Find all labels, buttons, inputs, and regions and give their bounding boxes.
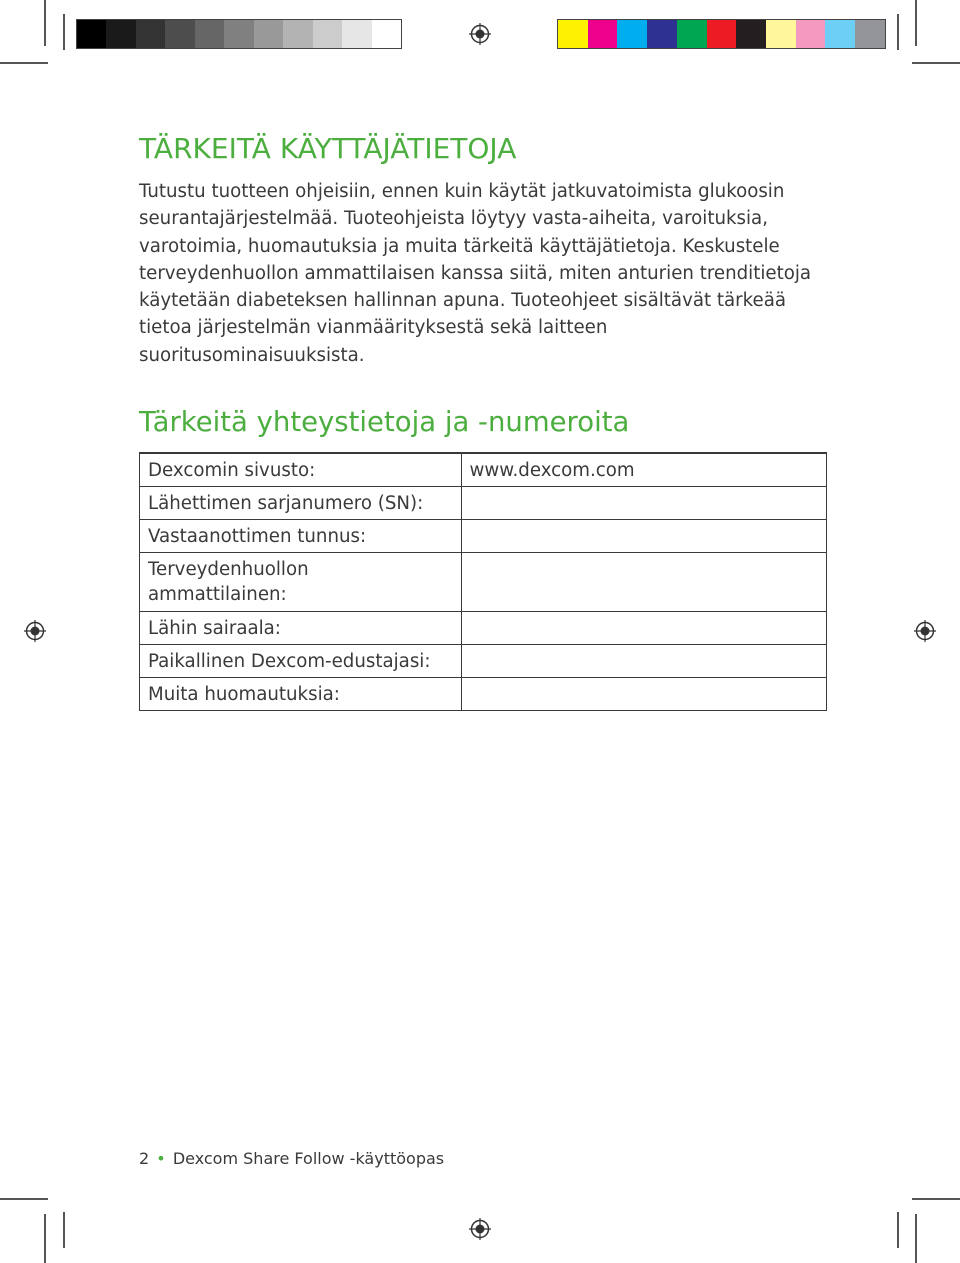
table-row	[140, 487, 827, 520]
document-title: Dexcom Share Follow -käyttöopas	[172, 1149, 445, 1168]
color-swatch	[588, 20, 618, 48]
crop-mark-top-left-h	[0, 62, 48, 64]
color-swatch	[558, 20, 588, 48]
crop-mark-bottom-right-v2	[897, 1212, 899, 1248]
gray-swatch	[372, 20, 401, 48]
contact-label: Lähin sairaala:	[140, 612, 462, 645]
page-number: 2	[139, 1149, 150, 1168]
contact-value	[461, 612, 826, 645]
intro-paragraph: Tutustu tuotteen ohjeisiin, ennen kuin käytät jatkuvatoimista glukoosin seurantajärjestelmää. Tuoteohjeista löytyy vasta-aiheita, varoituksia, varotoimia, huomautuksia ja muita tärkeitä käyttäjätietoja. Keskustele terveydenhuollon ammattilaisen kanssa siitä, miten anturien trenditietoja käytetään diabeteksen hallinnan apuna. Tuoteohjeet sisältävät tärkeää tietoa järjestelmän vianmäärityksestä sekä laitteen suoritusominaisuuksista.	[139, 181, 812, 366]
color-swatch	[707, 20, 737, 48]
contact-value	[461, 487, 826, 520]
registration-mark-icon	[24, 620, 46, 642]
page-footer	[139, 1149, 444, 1168]
contacts-table	[139, 452, 827, 711]
color-swatch	[855, 20, 885, 48]
color-swatch	[647, 20, 677, 48]
table-row	[140, 520, 827, 553]
page-title: TÄRKEITÄ KÄYTTÄJÄTIETOJA	[139, 132, 517, 165]
contact-label: Vastaanottimen tunnus:	[140, 520, 462, 553]
contact-label: Muita huomautuksia:	[140, 678, 462, 711]
gray-swatch	[342, 20, 371, 48]
color-swatch	[677, 20, 707, 48]
registration-mark-icon	[914, 620, 936, 642]
contact-label: Terveydenhuollon ammattilainen:	[140, 553, 462, 612]
crop-mark-bottom-right-v	[915, 1214, 917, 1263]
contact-label: Dexcomin sivusto:	[140, 453, 462, 487]
registration-mark-icon	[469, 1218, 491, 1240]
gray-swatch	[106, 20, 135, 48]
color-swatch	[766, 20, 796, 48]
gray-swatch	[165, 20, 194, 48]
crop-mark-bottom-left-v	[44, 1214, 46, 1263]
color-swatch	[796, 20, 826, 48]
gray-swatch	[254, 20, 283, 48]
gray-swatch	[77, 20, 106, 48]
table-row	[140, 612, 827, 645]
crop-mark-top-left-v2	[63, 14, 65, 50]
table-row	[140, 453, 827, 487]
crop-mark-bottom-left-v2	[63, 1212, 65, 1248]
crop-mark-bottom-right-h	[912, 1198, 960, 1200]
contact-value	[461, 678, 826, 711]
contact-value	[461, 520, 826, 553]
crop-mark-top-left-v	[44, 0, 46, 46]
gray-swatch	[195, 20, 224, 48]
contact-value	[461, 553, 826, 612]
contact-value: www.dexcom.com	[461, 453, 826, 487]
gray-swatch	[136, 20, 165, 48]
registration-mark-icon	[469, 23, 491, 45]
crop-mark-bottom-left-h	[0, 1198, 48, 1200]
crop-mark-top-right-h	[912, 62, 960, 64]
crop-mark-top-right-v	[915, 0, 917, 46]
gray-swatch	[283, 20, 312, 48]
gray-swatch	[313, 20, 342, 48]
contact-label: Paikallinen Dexcom-edustajasi:	[140, 645, 462, 678]
color-swatch	[617, 20, 647, 48]
contact-label: Lähettimen sarjanumero (SN):	[140, 487, 462, 520]
section-heading: Tärkeitä yhteystietoja ja -numeroita	[139, 406, 630, 438]
contact-value	[461, 645, 826, 678]
table-row	[140, 678, 827, 711]
grayscale-bar	[76, 19, 402, 49]
color-swatch	[825, 20, 855, 48]
gray-swatch	[224, 20, 253, 48]
table-row	[140, 645, 827, 678]
crop-mark-top-right-v2	[897, 14, 899, 50]
color-swatch	[736, 20, 766, 48]
table-row	[140, 553, 827, 612]
bullet-separator: •	[156, 1149, 166, 1168]
color-swatch-bar	[557, 19, 886, 49]
